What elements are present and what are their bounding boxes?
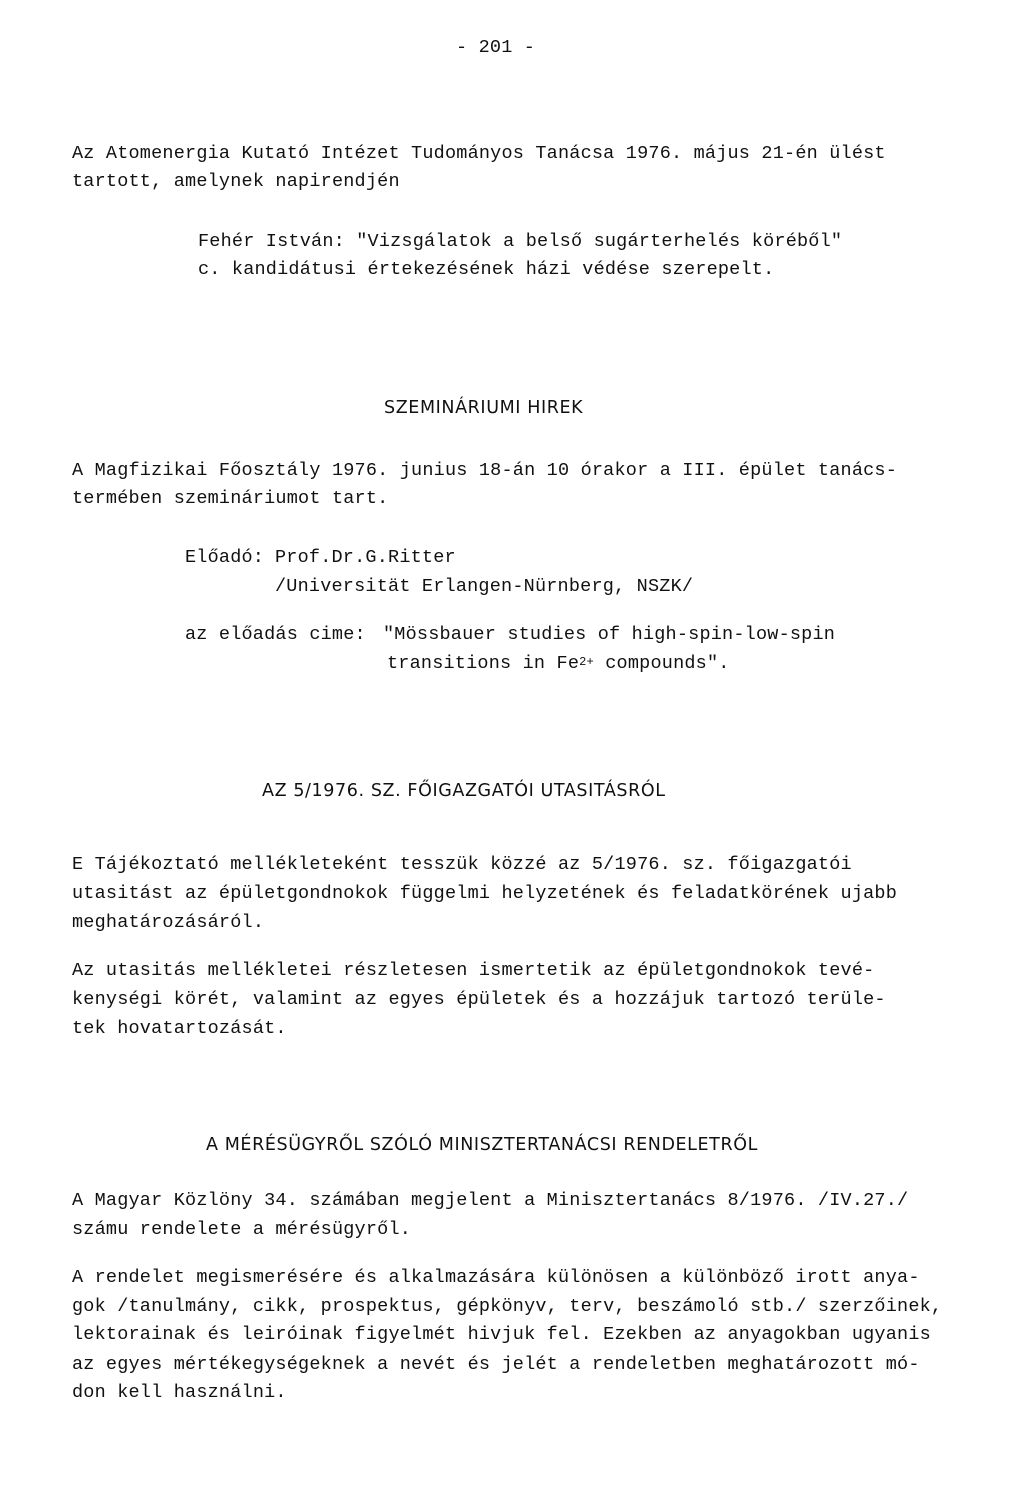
paragraph-line: az egyes mértékegységeknek a nevét és jelét a rendeletben meghatározott mó- bbox=[72, 1354, 920, 1375]
paragraph-line: A rendelet megismerésére és alkalmazására különösen a különböző irott anya- bbox=[72, 1267, 920, 1288]
paragraph-line: tartott, amelynek napirendjén bbox=[72, 171, 400, 192]
paragraph-line: meghatározásáról. bbox=[72, 912, 265, 933]
paragraph-line: c. kandidátusi értekezésének házi védése szerepelt. bbox=[198, 259, 775, 280]
paragraph-line: számu rendelete a mérésügyről. bbox=[72, 1219, 412, 1240]
paragraph-line: utasitást az épületgondnokok függelmi helyzetének és feladatkörének ujabb bbox=[72, 883, 898, 904]
speaker-label: Előadó: bbox=[185, 547, 265, 568]
paragraph-line: lektorainak és leiróinak figyelmét hivjuk fel. Ezekben az anyagokban ugyanis bbox=[72, 1324, 931, 1345]
speaker-affiliation: /Universität Erlangen-Nürnberg, NSZK/ bbox=[275, 576, 694, 597]
paragraph-line: tek hovatartozását. bbox=[72, 1018, 287, 1039]
paragraph-line: E Tájékoztató mellékleteként tesszük közzé az 5/1976. sz. főigazgatói bbox=[72, 854, 852, 875]
paragraph-line: kenységi körét, valamint az egyes épületek és a hozzájuk tartozó terüle- bbox=[72, 989, 886, 1010]
paragraph-line: Az Atomenergia Kutató Intézet Tudományos Tanácsa 1976. május 21-én ülést bbox=[72, 143, 886, 164]
section-heading: AZ 5/1976. SZ. FŐIGAZGATÓI UTASITÁSRÓL bbox=[262, 781, 666, 801]
page-number: - 201 - bbox=[456, 37, 536, 58]
talk-title-line: "Mössbauer studies of high-spin-low-spin bbox=[383, 624, 836, 645]
paragraph-line: gok /tanulmány, cikk, prospektus, gépkönyv, terv, beszámoló stb./ szerzőinek, bbox=[72, 1296, 943, 1317]
talk-label: az előadás cime: bbox=[185, 624, 366, 645]
section-heading: SZEMINÁRIUMI HIREK bbox=[384, 398, 584, 418]
talk-title-text: compounds". bbox=[593, 653, 730, 674]
talk-title-line bbox=[387, 653, 730, 676]
paragraph-line: Az utasitás mellékletei részletesen ismertetik az épületgondnokok tevé- bbox=[72, 960, 875, 981]
paragraph-line: don kell használni. bbox=[72, 1382, 287, 1403]
paragraph-line: A Magfizikai Főosztály 1976. junius 18-án 10 órakor a III. épület tanács- bbox=[72, 460, 898, 481]
section-heading: A MÉRÉSÜGYRŐL SZÓLÓ MINISZTERTANÁCSI RENDELETRŐL bbox=[206, 1135, 758, 1155]
paragraph-line: termében szemináriumot tart. bbox=[72, 488, 389, 509]
paragraph-line: A Magyar Közlöny 34. számában megjelent a Minisztertanács 8/1976. /IV.27./ bbox=[72, 1190, 909, 1211]
superscript-charge: 2+ bbox=[579, 655, 594, 669]
speaker-name: Prof.Dr.G.Ritter bbox=[275, 547, 456, 568]
paragraph-line: Fehér István: "Vizsgálatok a belső sugárterhelés köréből" bbox=[198, 231, 843, 252]
talk-title-text: transitions in Fe bbox=[387, 653, 580, 674]
